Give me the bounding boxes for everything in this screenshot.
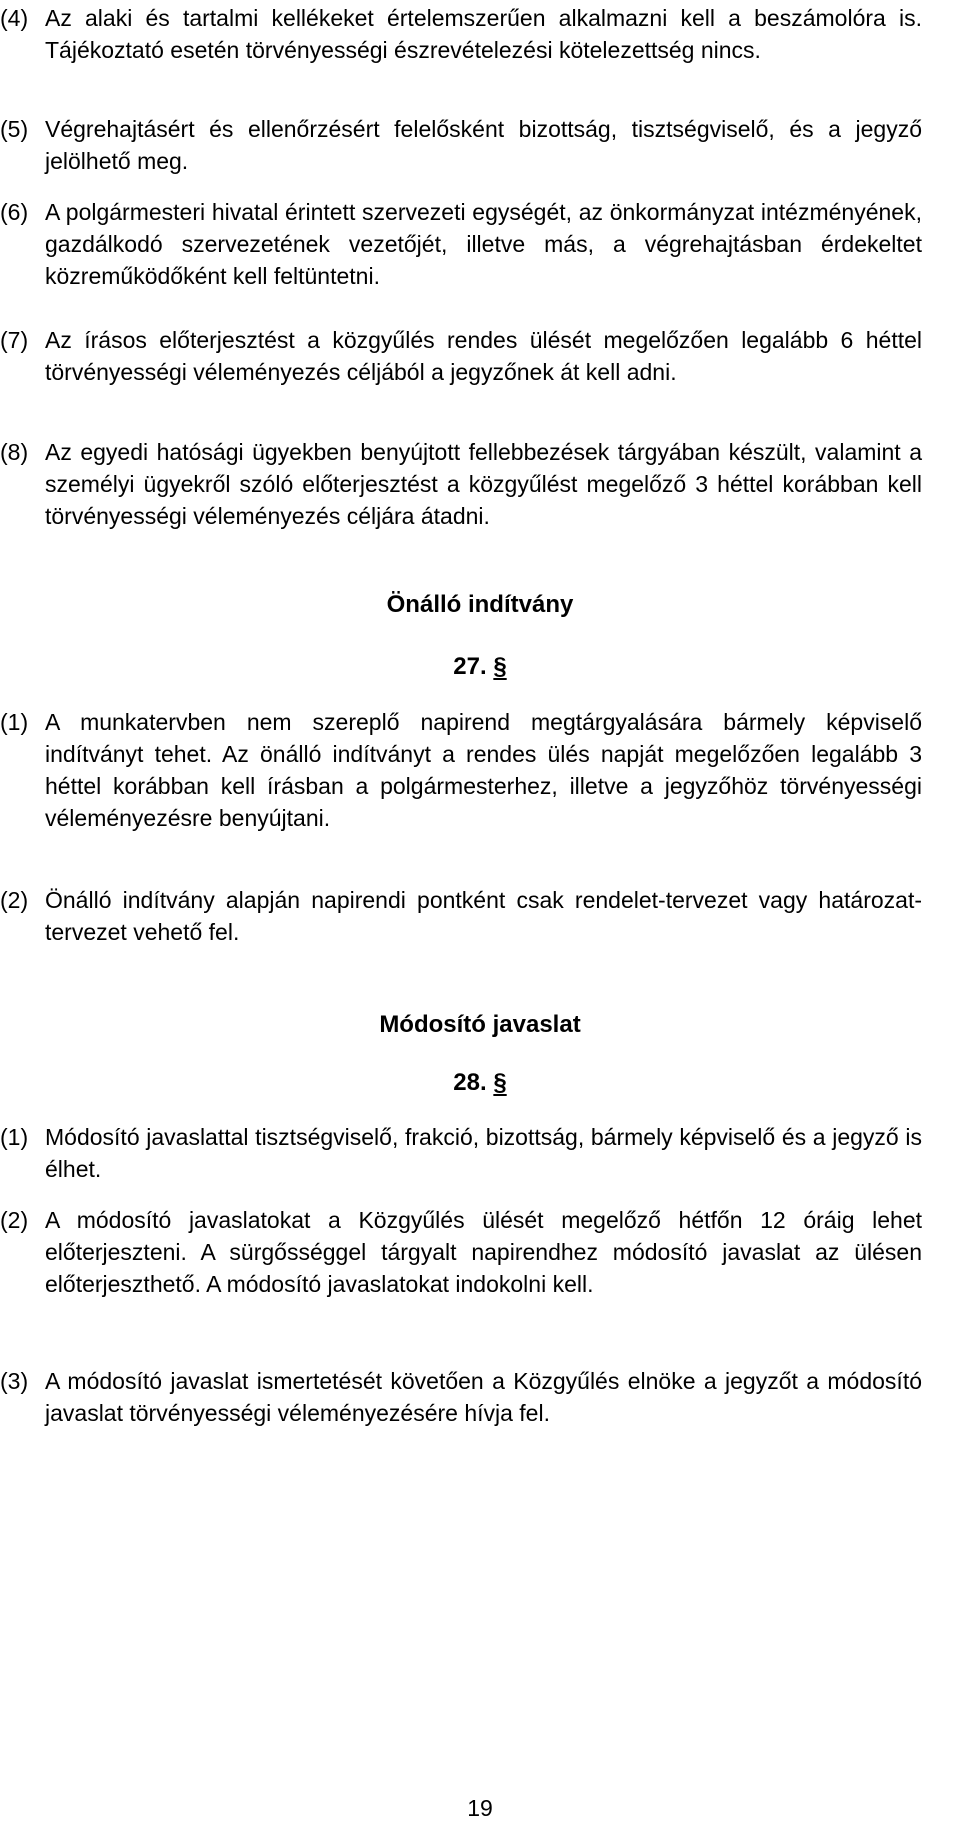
paragraph-4 — [0, 2, 922, 66]
paragraph-text: Az írásos előterjesztést a közgyűlés rendes ülését megelőzően legalább 6 héttel törvényességi véleményezés céljából a jegyzőnek át kell adni. — [45, 327, 922, 385]
paragraph-number: (5) — [0, 116, 29, 142]
paragraph-number: (1) — [0, 1124, 29, 1150]
paragraph-text: A munkatervben nem szereplő napirend megtárgyalására bármely képviselő indítványt tehet. Az önálló indítványt a rendes ülés napját megelőzően legalább 3 héttel korábban kell írásban a polgármesterhez, illetve a jegyzőhöz törvényességi véleményezésre benyújtani. — [45, 709, 922, 831]
paragraph-number: (6) — [0, 199, 29, 225]
paragraph-sign: § — [493, 653, 507, 680]
page-number: 19 — [467, 1795, 493, 1821]
paragraph-text: A módosító javaslat ismertetését követően a Közgyűlés elnöke a jegyzőt a módosító javaslat törvényességi véleményezésére hívja fel. — [45, 1368, 922, 1426]
section-27-heading: Önálló indítvány — [386, 591, 574, 618]
section-27-number — [0, 652, 960, 682]
paragraph-text: Az alaki és tartalmi kellékeket értelemszerűen alkalmazni kell a beszámolóra is. Tájékoztató esetén törvényességi észrevételezési kötelezettség nincs. — [45, 5, 922, 63]
section-number: 27. — [453, 653, 487, 680]
paragraph-number: (4) — [0, 5, 29, 31]
paragraph-6 — [0, 196, 922, 292]
paragraph-number: (2) — [0, 887, 29, 913]
paragraph-text: Végrehajtásért és ellenőrzésért felelősként bizottság, tisztségviselő, és a jegyző jelölhető meg. — [45, 116, 922, 174]
paragraph-8 — [0, 436, 922, 532]
section-28-paragraph-1 — [0, 1121, 922, 1185]
section-28-paragraph-2 — [0, 1204, 922, 1300]
paragraph-5 — [0, 113, 922, 177]
paragraph-number: (2) — [0, 1207, 29, 1233]
paragraph-text: Az egyedi hatósági ügyekben benyújtott fellebbezések tárgyában készült, valamint a személyi ügyekről szóló előterjesztést a közgyűlést megelőző 3 héttel korábban kell törvényességi véleményezés céljára átadni. — [45, 439, 922, 529]
paragraph-text: Módosító javaslattal tisztségviselő, frakció, bizottság, bármely képviselő és a jegyző is élhet. — [45, 1124, 922, 1182]
paragraph-sign: § — [493, 1069, 507, 1096]
section-28-number — [0, 1068, 960, 1098]
paragraph-text: A módosító javaslatokat a Közgyűlés ülését megelőző hétfőn 12 óráig lehet előterjeszteni. A sürgősséggel tárgyalt napirendhez módosító javaslat az ülésen előterjeszthető. A módosító javaslatokat indokolni kell. — [45, 1207, 922, 1297]
section-27-paragraph-1 — [0, 706, 922, 834]
section-number: 28. — [453, 1069, 487, 1096]
section-27-paragraph-2 — [0, 884, 922, 948]
paragraph-text: Önálló indítvány alapján napirendi pontként csak rendelet-tervezet vagy határozat-tervezet vehető fel. — [45, 887, 922, 945]
paragraph-7 — [0, 324, 922, 388]
paragraph-number: (8) — [0, 439, 29, 465]
paragraph-number: (7) — [0, 327, 29, 353]
paragraph-number: (3) — [0, 1368, 29, 1394]
section-28-paragraph-3 — [0, 1365, 922, 1429]
section-28-heading: Módosító javaslat — [379, 1011, 581, 1038]
paragraph-text: A polgármesteri hivatal érintett szervezeti egységét, az önkormányzat intézményének, gazdálkodó szervezetének vezetőjét, illetve más, a végrehajtásban érdekeltet közreműködőként kell feltüntetni. — [45, 199, 922, 289]
paragraph-number: (1) — [0, 709, 29, 735]
